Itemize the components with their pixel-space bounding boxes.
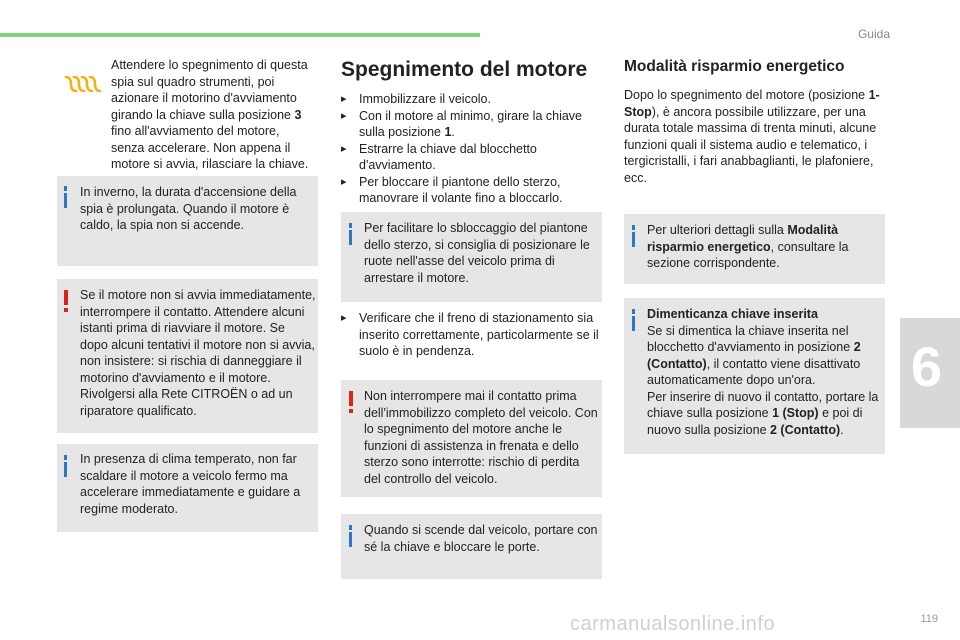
info-bar-icon [349, 223, 352, 245]
info-bar-icon [64, 186, 67, 208]
key-forgotten-body: Se si dimentica la chiave inserita nel blocchetto d'avviamento in posizione 2 (Contatto), il contatto viene disattivato automaticamente dopo un'ora. Per inserire di nuovo il contatto, portare la chiave sulla posizione 1 (Stop) e poi di nuovo sulla posizione 2 (Contatto). [647, 323, 879, 437]
glow-plug-warning-icon [64, 74, 102, 94]
info-bar-icon [632, 225, 635, 247]
bullet-marker-icon: ▸ [341, 109, 347, 122]
list-item: ▸ Per bloccare il piantone dello sterzo, manovrare il volante fino a bloccarlo. [341, 174, 563, 205]
bullet-marker-icon: ▸ [341, 142, 347, 155]
info-bar-icon [64, 455, 67, 477]
bullet-marker-icon: ▸ [341, 175, 347, 188]
watermark: carmanualsonline.info [570, 613, 776, 635]
list-item: ▸ Immobilizzare il veicolo. [341, 92, 491, 106]
section-title: Guida [857, 27, 890, 41]
info-bar-icon [632, 309, 635, 331]
list-item: ▸ Verificare che il freno di stazionamento sia inserito correttamente, particolarmente se il suolo è in pendenza. [341, 311, 599, 358]
brake-step [341, 310, 601, 360]
bullet-marker-icon: ▸ [341, 93, 347, 105]
glow-plug-instruction: Attendere lo spegnimento di questa spia sul quadro strumenti, poi azionare il motorino d'avviamento girando la chiave sulla posizione 3 fino all'avviamento del motore, senza accelerare. Non appena il motore si avvia, rilasciare la chiave. [111, 58, 309, 171]
page-number: 119 [920, 613, 938, 625]
warning-exclamation-icon [349, 391, 353, 413]
key-forgotten-text [647, 306, 881, 438]
list-item: ▸ Con il motore al minimo, girare la chiave sulla posizione 1. [341, 108, 583, 139]
note-more-text: Per ulteriori dettagli sulla Modalità risparmio energetico, consultare la sezione corrispondente. [647, 223, 849, 270]
note-winter-text: In inverno, la durata d'accensione della spia è prolungata. Quando il motore è caldo, la spia non si accende. [80, 185, 297, 232]
chapter-number: 6 [910, 335, 942, 398]
note-leave-text: Quando si scende dal veicolo, portare con sé la chiave e bloccare le porte. [364, 523, 598, 554]
warning-exclamation-icon [64, 290, 68, 312]
key-forgotten-title: Dimenticanza chiave inserita [647, 307, 818, 321]
section-heading-energy-saving: Modalità risparmio energetico [624, 58, 845, 75]
note-climate-text: In presenza di clima temperato, non far scaldare il motore a veicolo fermo ma accelerare immediatamente e guidare a regime moderato. [80, 452, 301, 516]
section-heading-engine-off: Spegnimento del motore [341, 58, 588, 81]
header-accent-bar [0, 33, 480, 37]
engine-off-steps [341, 91, 599, 207]
warning-stop-text: Non interrompere mai il contatto prima dell'immobilizzo completo del veicolo. Con lo spegnimento del motore anche le funzioni di assistenza in frenata e dello sterzo sono interrotte: rischio di perdita del controllo del veicolo. [364, 389, 598, 486]
info-bar-icon [349, 525, 352, 547]
list-item: ▸ Estrarre la chiave dal blocchetto d'avviamento. [341, 141, 537, 172]
energy-saving-intro: Dopo lo spegnimento del motore (posizione 1-Stop), è ancora possibile utilizzare, per una durata totale massima di trenta minuti, alcune funzioni quali il sistema audio e telematico, i tergicristalli, i fari anabbaglianti, le plafoniere, ecc. [624, 88, 880, 185]
warning-start-text: Se il motore non si avvia immediatamente, interrompere il contatto. Attendere alcuni istanti prima di riavviare il motore. Se dopo alcuni tentativi il motore non si avvia, non insistere: si rischia di danneggiare il motorino d'avviamento e il motore. Rivolgersi alla Rete CITROËN o ad un riparatore qualificato. [80, 288, 316, 418]
bullet-marker-icon: ▸ [341, 312, 347, 324]
note-steering-text: Per facilitare lo sbloccaggio del piantone dello sterzo, si consiglia di posizionare le ruote nell'asse del veicolo prima di arrestare il motore. [364, 221, 590, 285]
